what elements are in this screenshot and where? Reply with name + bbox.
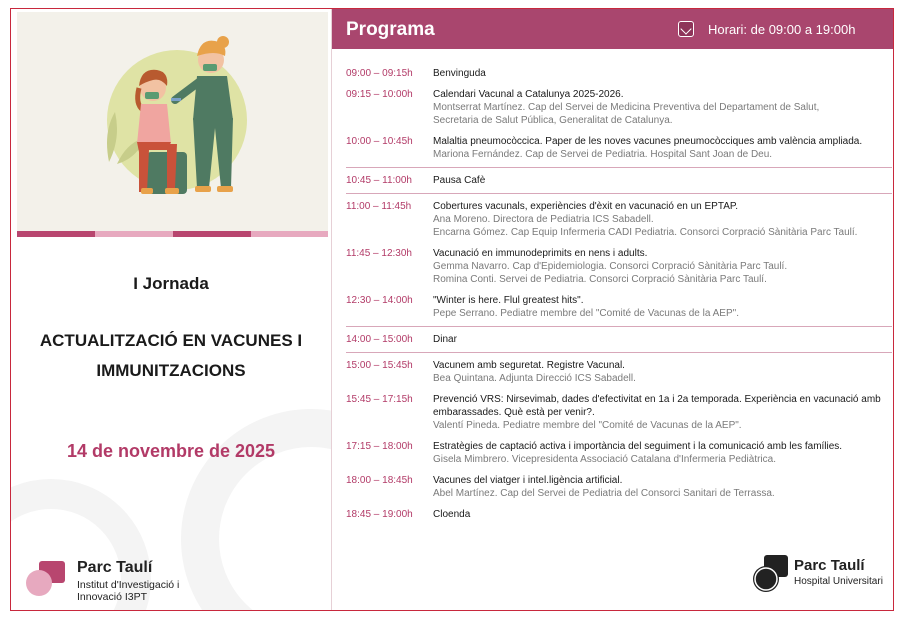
logo-subtitle-line2: Innovació I3PT <box>77 591 148 603</box>
program-item-title: Malaltia pneumocòccica. Paper de les noves vacunes pneumocòcciques amb valència ampliada. <box>433 136 863 147</box>
right-panel <box>331 9 894 611</box>
program-item-time: 17:15 – 18:00h <box>346 441 413 452</box>
left-panel <box>11 9 331 611</box>
program-item <box>346 200 892 239</box>
section-divider <box>346 167 892 168</box>
program-item-speaker: Bea Quintana. Adjunta Direcció ICS Sabadell. <box>433 373 636 384</box>
program-item-title: Prevenció VRS: Nirsevimab, dades d'efectivitat en 1a i 2a temporada. Experiència en vacunació amb embarassades. Què està per venir?. <box>433 394 881 418</box>
program-item <box>346 393 892 432</box>
program-item-title: Pausa Cafè <box>433 175 486 186</box>
vaccination-illustration <box>17 12 328 236</box>
program-item-speaker: Romina Conti. Servei de Pediatria. Consorci Corpració Sànitària Parc Taulí. <box>433 274 767 285</box>
program-item <box>346 88 892 127</box>
section-divider <box>346 352 892 353</box>
program-item-speaker: Encarna Gómez. Cap Equip Infermeria CADI Pediatria. Consorci Corpració Sànitària Parc Taulí. <box>433 227 858 238</box>
i3pt-logo <box>25 557 285 607</box>
program-item-speaker: Pepe Serrano. Pediatre membre del "Comité de Vacunas de la AEP". <box>433 308 739 319</box>
section-divider <box>346 193 892 194</box>
program-item <box>346 294 892 320</box>
parc-tauli-logo-mark <box>25 561 69 597</box>
row-spacer <box>346 127 892 135</box>
program-item-time: 18:45 – 19:00h <box>346 509 413 520</box>
program-title: Programa <box>346 19 435 40</box>
logo-brand: Parc Taulí <box>77 559 153 576</box>
program-item-title: Vacunem amb seguretat. Registre Vacunal. <box>433 360 625 371</box>
program-item-title: Cobertures vacunals, experiències d'èxit en vacunació en un EPTAP. <box>433 201 739 212</box>
program-item <box>346 174 892 187</box>
calendar-icon <box>678 21 694 37</box>
program-item-title: Cloenda <box>433 509 471 520</box>
program-item <box>346 440 892 466</box>
event-title <box>11 326 331 386</box>
program-item-time: 09:00 – 09:15h <box>346 68 413 79</box>
row-spacer <box>346 500 892 508</box>
parc-tauli-hospital-logo-mark <box>752 555 790 593</box>
logo-subtitle <box>77 579 257 603</box>
program-item-title: Vacunació en immunodeprimits en nens i adults. <box>433 248 648 259</box>
row-spacer <box>346 286 892 294</box>
flyer-frame <box>10 8 894 611</box>
program-item <box>346 135 892 161</box>
program-item-title: Dinar <box>433 334 457 345</box>
program-item <box>346 333 892 346</box>
event-edition: I Jornada <box>133 274 209 293</box>
program-item-time: 11:00 – 11:45h <box>346 201 412 212</box>
program-item-time: 15:00 – 15:45h <box>346 360 413 371</box>
program-item-speaker: Montserrat Martínez. Cap del Servei de Medicina Preventiva del Departament de Salut, <box>433 102 820 113</box>
event-date: 14 de novembre de 2025 <box>66 441 276 461</box>
program-item-time: 09:15 – 10:00h <box>346 89 413 100</box>
program-item-title: Calendari Vacunal a Catalunya 2025-2026. <box>433 89 624 100</box>
row-spacer <box>346 466 892 474</box>
program-item-speaker: Valentí Pineda. Pediatre membre del "Comité de Vacunas de la AEP". <box>433 420 742 431</box>
program-item-time: 10:45 – 11:00h <box>346 175 412 186</box>
program-item-title: Vacunes del viatger i intel.ligència artificial. <box>433 475 623 486</box>
section-divider <box>346 326 892 327</box>
event-title-line1: ACTUALITZACIÓ EN VACUNES I <box>39 331 303 350</box>
program-list <box>346 67 892 521</box>
program-item-title: "Winter is here. Flul greatest hits". <box>433 295 584 306</box>
program-item-speaker: Abel Martínez. Cap del Servei de Pediatria del Consorci Sanitari de Terrassa. <box>433 488 775 499</box>
hospital-logo-brand: Parc Taulí <box>794 557 865 574</box>
row-spacer <box>346 239 892 247</box>
program-header <box>332 9 894 49</box>
program-item-speaker: Secretaria de Salut Pública, Generalitat de Catalunya. <box>433 115 673 126</box>
color-stripe <box>17 231 328 237</box>
schedule-hours: Horari: de 09:00 a 19:00h <box>708 22 856 37</box>
program-item-speaker: Ana Moreno. Directora de Pediatria ICS Sabadell. <box>433 214 654 225</box>
row-spacer <box>346 80 892 88</box>
program-item <box>346 359 892 385</box>
program-item-speaker: Gisela Mimbrero. Vicepresidenta Associació Catalana d'Infermeria Pediàtrica. <box>433 454 776 465</box>
program-item-time: 14:00 – 15:00h <box>346 334 413 345</box>
program-item-time: 15:45 – 17:15h <box>346 394 413 405</box>
row-spacer <box>346 432 892 440</box>
program-item-time: 11:45 – 12:30h <box>346 248 412 259</box>
row-spacer <box>346 385 892 393</box>
program-item-time: 10:00 – 10:45h <box>346 136 413 147</box>
program-item <box>346 508 892 521</box>
program-item <box>346 474 892 500</box>
event-title-line2: IMMUNITZACIONS <box>96 361 246 380</box>
program-item <box>346 67 892 80</box>
program-item-speaker: Gemma Navarro. Cap d'Epidemiologia. Consorci Corpració Sànitària Parc Taulí. <box>433 261 788 272</box>
program-item-title: Estratègies de captació activa i importància del seguiment i la comunicació amb les famílies. <box>433 441 843 452</box>
logo-subtitle-line1: Institut d'Investigació i <box>77 579 180 591</box>
program-item-time: 12:30 – 14:00h <box>346 295 413 306</box>
hospital-logo-subtitle: Hospital Universitari <box>794 576 883 587</box>
nurse-vaccinating-child-illustration <box>17 12 328 236</box>
program-item <box>346 247 892 286</box>
program-item-speaker: Mariona Fernández. Cap de Servei de Pediatria. Hospital Sant Joan de Deu. <box>433 149 773 160</box>
program-item-title: Benvinguda <box>433 68 486 79</box>
program-item-time: 18:00 – 18:45h <box>346 475 413 486</box>
hospital-logo <box>752 555 894 595</box>
